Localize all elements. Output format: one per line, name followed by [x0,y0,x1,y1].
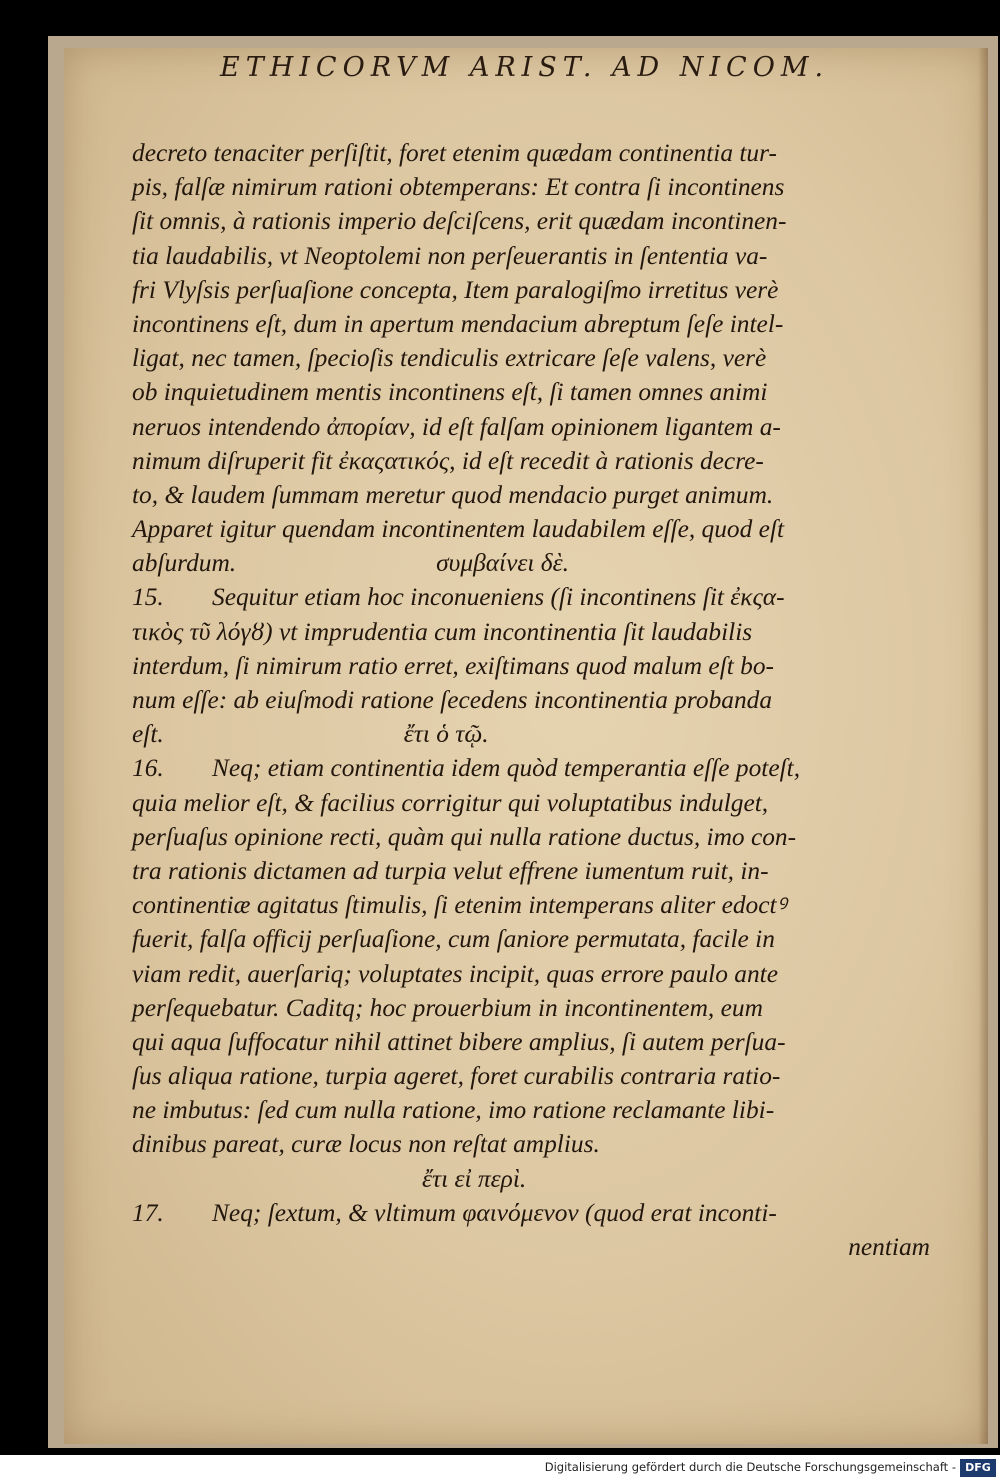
section-number-17: 17. [132,1198,164,1227]
section-17-first-line [132,1196,932,1230]
text-line-10: nimum diſruperit fit ἐκαςατικός, id eſt recedit à rationis decre- [132,446,764,475]
section-16-line: ſus aliqua ratione, turpia ageret, foret curabilis contraria ratio- [132,1062,781,1091]
greek-catch-2: ἔτι ὁ τῷ. [403,720,489,749]
section-16-line: continentiæ agitatus ſtimulis, ſi etenim intemperans aliter edoctꝰ [132,891,787,920]
catchword: nentiam [848,1233,930,1261]
section-15-last-text: eſt. [132,720,164,749]
text-line-13 [132,546,932,580]
section-16-line: fuerit, falſa officij perſuaſione, cum ſaniore permutata, facile in [132,925,775,954]
section-16-line: perſuaſus opinione recti, quàm qui nulla ratione ductus, imo con- [132,822,797,851]
text-line-1: decreto tenaciter perſiſtit, foret etenim quædam continentia tur- [132,139,777,167]
section-16-line: perſequebatur. Caditq; hoc prouerbium in incontinentem, eum [132,993,763,1022]
text-line-13-latin: abſurdum. [132,549,237,578]
section-16-line: dinibus pareat, curæ locus non reſtat amplius. [132,1130,600,1159]
greek-catch-3: ἔτι εἰ περὶ. [422,1164,527,1193]
section-16-text: Neq; etiam continentia idem quòd temperantia eſſe poteſt, [212,754,801,783]
footer-credit: Digitalisierung gefördert durch die Deutsche Forschungsgemeinschaft - [544,1460,956,1474]
running-head: ETHICORVM ARIST. AD NICOM. [220,52,830,83]
text-line-8: ob inquietudinem mentis incontinens eſt, ſi tamen omnes animi [132,378,768,407]
section-16-line: quia melior eſt, & facilius corrigitur qui voluptatibus indulget, [132,788,769,817]
text-line-5: fri Vlyſsis perſuaſione concepta, Item paralogiſmo irretitus verè [132,275,779,304]
footer-bar [0,1455,1000,1483]
text-line-12: Apparet igitur quendam incontinentem laudabilem eſſe, quod eſt [132,515,785,544]
section-15-line: interdum, ſi nimirum ratio erret, exiſtimans quod malum eſt bo- [132,651,775,680]
text-line-2: pis, falſæ nimirum rationi obtemperans: Et contra ſi incontinens [132,173,785,202]
section-15-line: num eſſe: ab eiuſmodi ratione ſecedens incontinentia probanda [132,686,773,714]
section-16-line: tra rationis dictamen ad turpia velut effrene iumentum ruit, in- [132,856,769,885]
greek-catch-1: συμβαίνει δὲ. [436,549,569,578]
section-15-line: τικὸς τῦ λόγȣ) vt imprudentia cum incontinentia ſit laudabilis [132,617,753,646]
section-15-last-line [132,717,932,751]
section-16-line: viam redit, auerſariq; voluptates incipit, quas errore paulo ante [132,959,778,988]
section-17-text: Neq; ſextum, & vltimum φαινόμενον (quod erat inconti- [212,1198,777,1227]
text-line-6: incontinens eſt, dum in apertum mendacium abreptum ſeſe intel- [132,309,784,338]
section-15-first-line [132,580,932,614]
section-number-15: 15. [132,583,164,612]
section-16-line: ne imbutus: ſed cum nulla ratione, imo ratione reclamante libi- [132,1096,775,1125]
dfg-logo[interactable]: DFG [960,1459,996,1477]
text-line-11: to, & laudem ſummam meretur quod mendacio purget animum. [132,480,774,509]
section-16-line: qui aqua ſuffocatur nihil attinet bibere amplius, ſi autem perſua- [132,1027,786,1056]
text-line-7: ligat, nec tamen, ſpecioſis tendiculis extricare ſeſe valens, verè [132,344,767,373]
text-line-9: neruos intendendo ἀπορίαν, id eſt falſam opinionem ligantem a- [132,412,781,441]
text-line-3: ſit omnis, à rationis imperio deſciſcens, erit quædam incontinen- [132,207,787,236]
section-number-16: 16. [132,754,164,783]
section-16-first-line [132,751,932,785]
section-15-text: Sequitur etiam hoc inconueniens (ſi incontinens ſit ἐκςα- [212,583,785,612]
body-text [132,136,932,1264]
text-line-4: tia laudabilis, vt Neoptolemi non perſeuerantis in ſententia va- [132,241,768,270]
